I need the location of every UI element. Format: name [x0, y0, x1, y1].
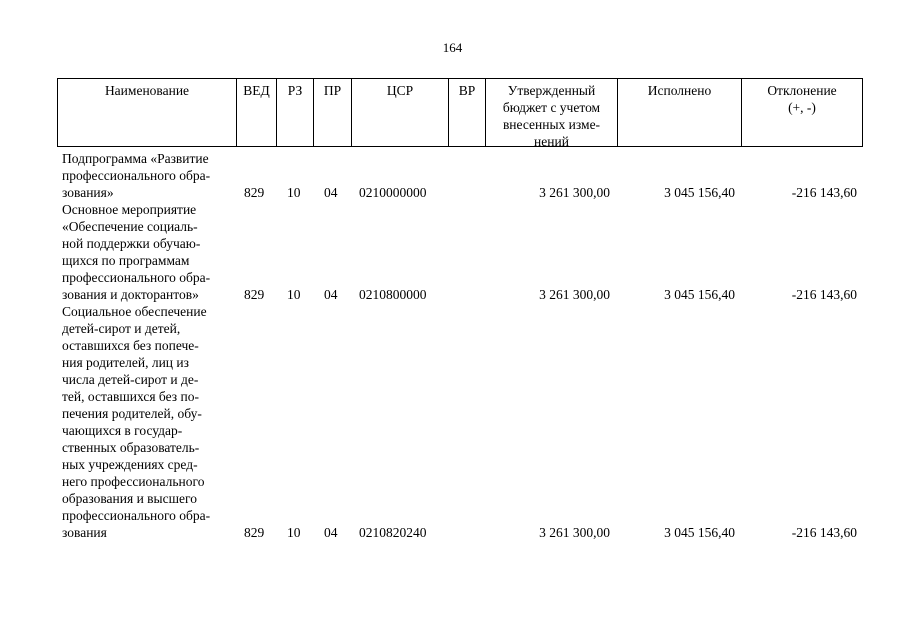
column-header-ved-label: ВЕД — [243, 83, 270, 98]
row-rz: 10 — [287, 185, 301, 200]
row-name-line: ной поддержки обучаю- — [62, 236, 201, 251]
row-ved: 829 — [244, 525, 265, 540]
row-name-line: чающихся в государ- — [62, 423, 183, 438]
row-pr: 04 — [324, 287, 338, 302]
row-name-line: оставшихся без попече- — [62, 338, 199, 353]
row-csr: 0210000000 — [359, 185, 427, 200]
column-header-rz-label: РЗ — [287, 83, 303, 98]
row-deviation: -216 143,60 — [791, 185, 857, 200]
row-name-line: зования — [62, 525, 107, 540]
row-name-line: «Обеспечение социаль- — [62, 219, 198, 234]
row-name-line: образования и высшего — [62, 491, 197, 506]
row-executed: 3 045 156,40 — [664, 185, 735, 200]
row-pr: 04 — [324, 525, 338, 540]
row-name-line: Социальное обеспечение — [62, 304, 207, 319]
row-name-line: профессионального обра- — [62, 168, 211, 183]
row-executed: 3 045 156,40 — [664, 287, 735, 302]
column-header-executed — [617, 79, 741, 146]
row-approved: 3 261 300,00 — [539, 525, 610, 540]
row-ved: 829 — [244, 287, 265, 302]
column-header-deviation-line: (+, -) — [788, 100, 816, 115]
row-approved: 3 261 300,00 — [539, 185, 610, 200]
row-name-line: профессионального обра- — [62, 508, 211, 523]
row-rz: 10 — [287, 287, 301, 302]
row-name-line: ния родителей, лиц из — [62, 355, 189, 370]
column-header-vr-label: ВР — [458, 83, 476, 98]
column-header-rz — [276, 79, 313, 146]
row-name-line: тей, оставшихся без по- — [62, 389, 199, 404]
column-header-executed-label: Исполнено — [647, 83, 712, 98]
row-name-line: числа детей-сирот и де- — [62, 372, 199, 387]
row-name-line: Подпрограмма «Развитие — [62, 151, 209, 166]
row-name-line: него профессионального — [62, 474, 205, 489]
row-name-line: Основное мероприятие — [62, 202, 197, 217]
row-csr: 0210800000 — [359, 287, 427, 302]
column-header-csr — [351, 79, 448, 146]
row-approved: 3 261 300,00 — [539, 287, 610, 302]
column-header-deviation — [741, 79, 862, 146]
column-header-name — [58, 79, 236, 146]
row-name-line: ственных образователь- — [62, 440, 200, 455]
row-deviation: -216 143,60 — [791, 287, 857, 302]
row-executed: 3 045 156,40 — [664, 525, 735, 540]
column-header-vr — [448, 79, 485, 146]
row-name-line: печения родителей, обу- — [62, 406, 202, 421]
row-deviation: -216 143,60 — [791, 525, 857, 540]
row-name-line: зования» — [62, 185, 114, 200]
column-header-pr-label: ПР — [323, 83, 342, 98]
column-header-pr — [313, 79, 351, 146]
row-name-line: детей-сирот и детей, — [62, 321, 181, 336]
column-header-name-label: Наименование — [104, 83, 190, 98]
row-name — [62, 303, 242, 541]
row-name-line: ных учреждениях сред- — [62, 457, 198, 472]
page-number: 164 — [442, 40, 463, 55]
row-ved: 829 — [244, 185, 265, 200]
row-csr: 0210820240 — [359, 525, 427, 540]
column-header-approved-line: бюджет с учетом — [502, 100, 601, 115]
row-name-line: профессионального обра- — [62, 270, 211, 285]
row-name — [62, 201, 242, 303]
row-name — [62, 150, 242, 201]
row-pr: 04 — [324, 185, 338, 200]
row-name-line: зования и докторантов» — [62, 287, 199, 302]
row-rz: 10 — [287, 525, 301, 540]
table-header — [57, 78, 863, 147]
column-header-ved — [236, 79, 276, 146]
column-header-csr-label: ЦСР — [386, 83, 414, 98]
row-name-line: щихся по программам — [62, 253, 190, 268]
column-header-approved — [485, 79, 617, 149]
column-header-approved-line: внесенных изме- — [502, 117, 601, 132]
column-header-deviation-line: Отклонение — [767, 83, 837, 98]
column-header-approved-line: нений — [534, 134, 569, 149]
column-header-approved-line: Утвержденный — [507, 83, 596, 98]
